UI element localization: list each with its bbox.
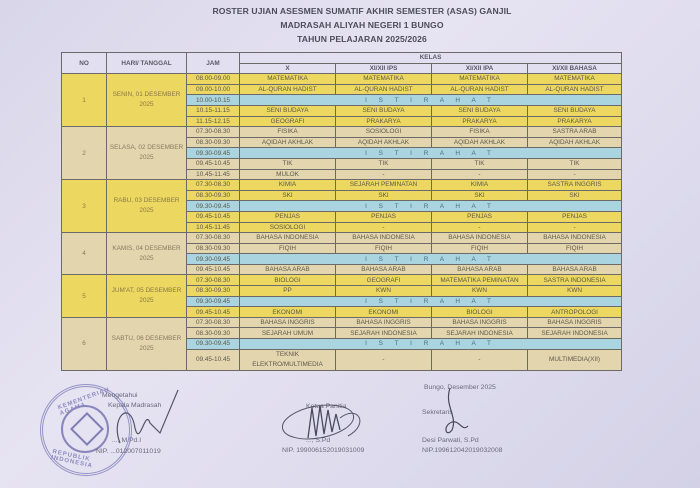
middle-sig-role: Ketua Panitia bbox=[306, 403, 347, 410]
time-slot: 10.00-10.15 bbox=[187, 95, 240, 106]
subject-cell-ips: SKI bbox=[336, 190, 432, 201]
subject-cell-x: FIQIH bbox=[240, 243, 336, 254]
time-slot: 09.45-10.45 bbox=[187, 307, 240, 318]
day-date: RABU, 03 DESEMBER 2025 bbox=[107, 180, 187, 233]
subject-cell-ipa: - bbox=[432, 222, 528, 233]
subject-cell-ipa: MATEMATIKA PEMINATAN bbox=[432, 275, 528, 286]
header-jam: JAM bbox=[187, 53, 240, 74]
subject-cell-ipa: TIK bbox=[432, 158, 528, 169]
schedule-row bbox=[62, 317, 622, 328]
subject-cell-ips: BAHASA INGGRIS bbox=[336, 317, 432, 328]
subject-cell-ips: EKONOMI bbox=[336, 307, 432, 318]
subject-cell-x: SENI BUDAYA bbox=[240, 105, 336, 116]
subject-cell-x: MATEMATIKA bbox=[240, 74, 336, 85]
subject-cell-ipa: - bbox=[432, 169, 528, 180]
schedule-row bbox=[62, 127, 622, 138]
break-label: I S T I R A H A T bbox=[240, 339, 622, 350]
middle-signature-scribble-icon bbox=[278, 400, 368, 445]
subject-cell-ips: SENI BUDAYA bbox=[336, 105, 432, 116]
time-slot: 08.30-09.30 bbox=[187, 328, 240, 339]
right-sig-place-date: Bungo, Desember 2025 bbox=[424, 384, 496, 391]
subject-cell-ipa: SEJARAH INDONESIA bbox=[432, 328, 528, 339]
left-sig-line2: Kepala Madrasah bbox=[108, 402, 162, 409]
time-slot: 09.30-09.45 bbox=[187, 296, 240, 307]
subject-cell-bahasa: AQIDAH AKHLAK bbox=[528, 137, 622, 148]
ministry-emblem-icon bbox=[70, 412, 104, 446]
subject-cell-ips: AQIDAH AKHLAK bbox=[336, 137, 432, 148]
subject-cell-bahasa: SKI bbox=[528, 190, 622, 201]
subject-cell-ipa: BAHASA INDONESIA bbox=[432, 233, 528, 244]
right-sig-nip: NIP.199612042019032008 bbox=[422, 447, 503, 454]
subject-cell-ips: SOSIOLOGI bbox=[336, 127, 432, 138]
subject-cell-ips: BAHASA ARAB bbox=[336, 264, 432, 275]
subject-cell-bahasa: PENJAS bbox=[528, 211, 622, 222]
subject-cell-ips: SEJARAH INDONESIA bbox=[336, 328, 432, 339]
subject-cell-bahasa: BAHASA INDONESIA bbox=[528, 233, 622, 244]
subject-cell-x: MULOK bbox=[240, 169, 336, 180]
academic-year: TAHUN PELAJARAN 2025/2026 bbox=[297, 34, 427, 44]
subject-cell-x: PP bbox=[240, 286, 336, 297]
subject-cell-bahasa: PRAKARYA bbox=[528, 116, 622, 127]
school-name: MADRASAH ALIYAH NEGERI 1 BUNGO bbox=[280, 20, 444, 30]
day-number: 3 bbox=[62, 180, 107, 233]
subject-cell-x: KIMIA bbox=[240, 180, 336, 191]
left-sig-line1: Mengetahui bbox=[102, 392, 138, 399]
subject-cell-ips: BAHASA INDONESIA bbox=[336, 233, 432, 244]
subject-cell-x: BAHASA INGGRIS bbox=[240, 317, 336, 328]
subject-cell-ipa: PRAKARYA bbox=[432, 116, 528, 127]
subject-cell-x: GEOGRAFI bbox=[240, 116, 336, 127]
subject-cell-bahasa: SENI BUDAYA bbox=[528, 105, 622, 116]
subject-cell-x: PENJAS bbox=[240, 211, 336, 222]
subject-cell-ipa: KWN bbox=[432, 286, 528, 297]
subject-cell-ips: TIK bbox=[336, 158, 432, 169]
time-slot: 09.45-10.45 bbox=[187, 349, 240, 370]
subject-cell-bahasa: BAHASA INGGRIS bbox=[528, 317, 622, 328]
time-slot: 09.30-09.45 bbox=[187, 201, 240, 212]
time-slot: 07.30-08.30 bbox=[187, 275, 240, 286]
time-slot: 09.45-10.45 bbox=[187, 264, 240, 275]
subject-cell-ipa: BAHASA INGGRIS bbox=[432, 317, 528, 328]
day-date: KAMIS, 04 DESEMBER 2025 bbox=[107, 233, 187, 275]
day-date: SELASA, 02 DESEMBER 2025 bbox=[107, 127, 187, 180]
time-slot: 07.30-08.30 bbox=[187, 127, 240, 138]
subject-cell-ipa: MATEMATIKA bbox=[432, 74, 528, 85]
day-number: 2 bbox=[62, 127, 107, 180]
time-slot: 10.45-11.45 bbox=[187, 222, 240, 233]
time-slot: 07.30-08.30 bbox=[187, 180, 240, 191]
subject-cell-ipa: FISIKA bbox=[432, 127, 528, 138]
schedule-row bbox=[62, 275, 622, 286]
subject-cell-bahasa: FIQIH bbox=[528, 243, 622, 254]
time-slot: 07.30-08.30 bbox=[187, 233, 240, 244]
stamp-top-text: KEMENTERIAN AGAMA bbox=[57, 386, 111, 417]
subject-cell-ipa: - bbox=[432, 349, 528, 370]
subject-cell-ipa: BAHASA ARAB bbox=[432, 264, 528, 275]
subject-cell-x: BIOLOGI bbox=[240, 275, 336, 286]
time-slot: 09.30-09.45 bbox=[187, 148, 240, 159]
subject-cell-x: AQIDAH AKHLAK bbox=[240, 137, 336, 148]
day-date: SABTU, 06 DESEMBER 2025 bbox=[107, 317, 187, 370]
break-label: I S T I R A H A T bbox=[240, 296, 622, 307]
subject-cell-x: BAHASA INDONESIA bbox=[240, 233, 336, 244]
subject-cell-bahasa: SEJARAH INDONESIA bbox=[528, 328, 622, 339]
subject-cell-bahasa: SASTRA INDONESIA bbox=[528, 275, 622, 286]
time-slot: 09.45-10.45 bbox=[187, 158, 240, 169]
header-no: NO bbox=[62, 53, 107, 74]
subject-cell-ips: FIQIH bbox=[336, 243, 432, 254]
subject-cell-bahasa: MATEMATIKA bbox=[528, 74, 622, 85]
time-slot: 09.00-10.00 bbox=[187, 84, 240, 95]
day-number: 1 bbox=[62, 74, 107, 127]
middle-sig-nip: NIP. 199006152019031009 bbox=[282, 447, 365, 454]
subject-cell-ipa: AQIDAH AKHLAK bbox=[432, 137, 528, 148]
subject-cell-ipa: FIQIH bbox=[432, 243, 528, 254]
subject-cell-x: FISIKA bbox=[240, 127, 336, 138]
day-number: 5 bbox=[62, 275, 107, 317]
subject-cell-ipa: AL-QURAN HADIST bbox=[432, 84, 528, 95]
subject-cell-x: AL-QURAN HADIST bbox=[240, 84, 336, 95]
left-signature-scribble-icon bbox=[100, 388, 180, 458]
time-slot: 09.30-09.45 bbox=[187, 254, 240, 265]
time-slot: 11.15-12.15 bbox=[187, 116, 240, 127]
schedule-body bbox=[62, 74, 622, 370]
subject-cell-bahasa: KWN bbox=[528, 286, 622, 297]
subject-cell-ips: - bbox=[336, 169, 432, 180]
subject-cell-x: EKONOMI bbox=[240, 307, 336, 318]
subject-cell-ips: - bbox=[336, 349, 432, 370]
subject-cell-ips: MATEMATIKA bbox=[336, 74, 432, 85]
header-day: HARI/ TANGGAL bbox=[107, 53, 187, 74]
subject-cell-ips: - bbox=[336, 222, 432, 233]
right-sig-name: Desi Parwati, S.Pd bbox=[422, 437, 479, 444]
right-signature-scribble-icon bbox=[438, 386, 478, 444]
break-label: I S T I R A H A T bbox=[240, 201, 622, 212]
subject-cell-x: SKI bbox=[240, 190, 336, 201]
day-number: 4 bbox=[62, 233, 107, 275]
subject-cell-x: TIK bbox=[240, 158, 336, 169]
time-slot: 08.30-09.30 bbox=[187, 190, 240, 201]
left-sig-nip: NIP. ...012007011019 bbox=[96, 448, 161, 455]
schedule-row bbox=[62, 180, 622, 191]
day-number: 6 bbox=[62, 317, 107, 370]
document-title: ROSTER UJIAN ASESMEN SUMATIF AKHIR SEMESTER (ASAS) GANJIL bbox=[212, 6, 512, 16]
subject-cell-ipa: PENJAS bbox=[432, 211, 528, 222]
subject-cell-ipa: SENI BUDAYA bbox=[432, 105, 528, 116]
time-slot: 08.30-09.30 bbox=[187, 286, 240, 297]
header-class-bahasa: XI/XII BAHASA bbox=[528, 63, 622, 74]
header-class-ips: XI/XII IPS bbox=[336, 63, 432, 74]
subject-cell-bahasa: AL-QURAN HADIST bbox=[528, 84, 622, 95]
subject-cell-bahasa: - bbox=[528, 169, 622, 180]
day-date: JUM'AT, 05 DESEMBER 2025 bbox=[107, 275, 187, 317]
time-slot: 09.30-09.45 bbox=[187, 339, 240, 350]
right-sig-role: Sekretaris bbox=[422, 409, 453, 416]
subject-cell-x: BAHASA ARAB bbox=[240, 264, 336, 275]
subject-cell-ips: SEJARAH PEMINATAN bbox=[336, 180, 432, 191]
header-class-ipa: XI/XII IPA bbox=[432, 63, 528, 74]
subject-cell-ipa: BIOLOGI bbox=[432, 307, 528, 318]
subject-cell-ips: PRAKARYA bbox=[336, 116, 432, 127]
time-slot: 07.30-08.30 bbox=[187, 317, 240, 328]
left-sig-name: ..., M.Pd.I bbox=[112, 437, 142, 444]
schedule-row bbox=[62, 74, 622, 85]
schedule-row bbox=[62, 233, 622, 244]
subject-cell-x: SEJARAH UMUM bbox=[240, 328, 336, 339]
header-class-x: X bbox=[240, 63, 336, 74]
subject-cell-ipa: KIMIA bbox=[432, 180, 528, 191]
break-label: I S T I R A H A T bbox=[240, 95, 622, 106]
time-slot: 10.45-11.45 bbox=[187, 169, 240, 180]
middle-sig-name: ..., S.Pd bbox=[306, 437, 331, 444]
subject-cell-ips: PENJAS bbox=[336, 211, 432, 222]
subject-cell-x: TEKNIK ELEKTRO/MULTIMEDIA bbox=[240, 349, 336, 370]
subject-cell-ips: KWN bbox=[336, 286, 432, 297]
subject-cell-ipa: SKI bbox=[432, 190, 528, 201]
break-label: I S T I R A H A T bbox=[240, 254, 622, 265]
subject-cell-bahasa: MULTIMEDIA(XII) bbox=[528, 349, 622, 370]
exam-schedule-table bbox=[61, 52, 622, 371]
time-slot: 08.00-09.00 bbox=[187, 74, 240, 85]
time-slot: 10.15-11.15 bbox=[187, 105, 240, 116]
subject-cell-ips: AL-QURAN HADIST bbox=[336, 84, 432, 95]
subject-cell-bahasa: SASTRA INGGRIS bbox=[528, 180, 622, 191]
subject-cell-bahasa: BAHASA ARAB bbox=[528, 264, 622, 275]
subject-cell-bahasa: TIK bbox=[528, 158, 622, 169]
time-slot: 08.30-09.30 bbox=[187, 243, 240, 254]
day-date: SENIN, 01 DESEMBER 2025 bbox=[107, 74, 187, 127]
time-slot: 09.45-10.45 bbox=[187, 211, 240, 222]
subject-cell-bahasa: - bbox=[528, 222, 622, 233]
break-label: I S T I R A H A T bbox=[240, 148, 622, 159]
subject-cell-bahasa: ANTROPOLOGI bbox=[528, 307, 622, 318]
header-kelas: KELAS bbox=[240, 53, 622, 64]
subject-cell-ips: GEOGRAFI bbox=[336, 275, 432, 286]
time-slot: 08.30-09.30 bbox=[187, 137, 240, 148]
subject-cell-x: SOSIOLOGI bbox=[240, 222, 336, 233]
subject-cell-bahasa: SASTRA ARAB bbox=[528, 127, 622, 138]
stamp-bottom-text: REPUBLIK INDONESIA bbox=[50, 449, 94, 470]
